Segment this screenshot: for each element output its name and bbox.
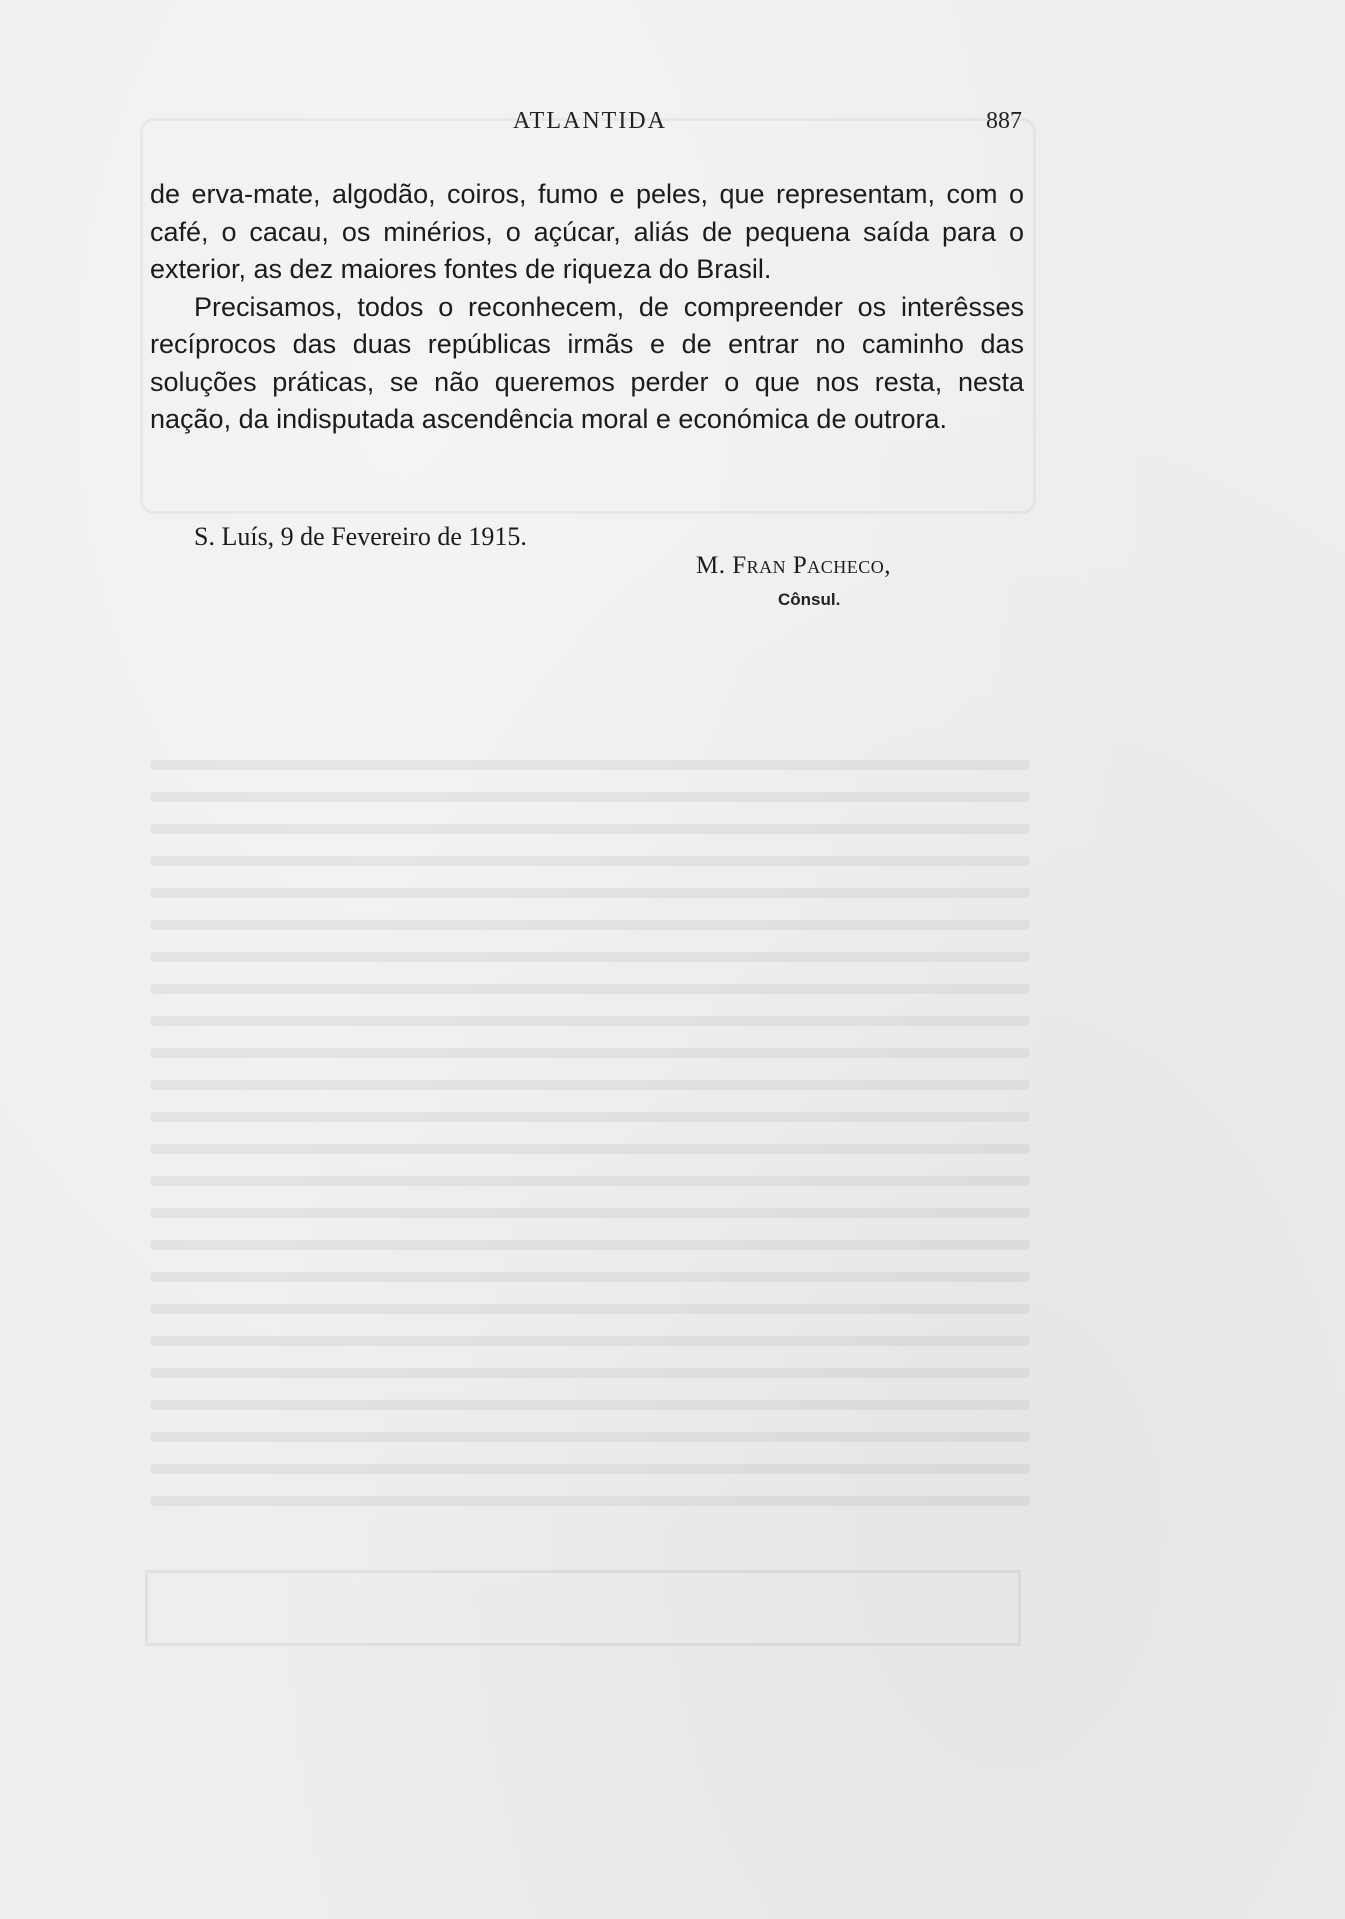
- paragraph: Precisamos, todos o reconhecem, de compreender os interêsses recíprocos das duas repúblicas irmãs e de entrar no caminho das soluções práticas, se não queremos perder o que nos resta, nesta nação, da indisputada ascendência moral e económica de outrora.: [150, 291, 1024, 434]
- body-text: [150, 176, 1024, 439]
- dateline: S. Luís, 9 de Fevereiro de 1915.: [194, 522, 527, 551]
- page-number: 887: [986, 108, 1022, 134]
- paragraph: de erva-mate, algodão, coiros, fumo e peles, que representam, com o café, o cacau, os minérios, o açúcar, aliás de pequena saída para o exterior, as dez maiores fontes de riqueza do Brasil.: [150, 179, 1024, 284]
- signature-name: Fran Pacheco,: [732, 552, 892, 579]
- bleed-through-box: [145, 1570, 1021, 1646]
- running-title: ATLANTIDA: [513, 108, 667, 134]
- running-header: [150, 108, 1030, 148]
- signature-initial: M.: [696, 552, 726, 579]
- bleed-through-text: [150, 760, 1030, 1528]
- signature-title: Cônsul.: [778, 590, 841, 609]
- signature: [696, 552, 891, 580]
